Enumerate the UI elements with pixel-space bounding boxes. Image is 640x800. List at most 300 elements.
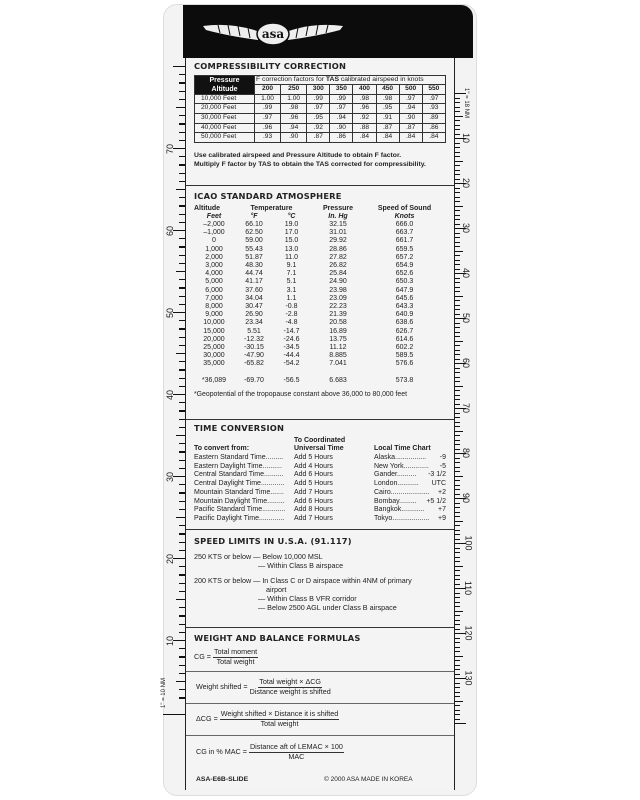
city: Bombay......... bbox=[374, 497, 417, 505]
time-zone: Pacific Standard Time............ bbox=[194, 506, 286, 514]
altitude-cell: 10,000 Feet bbox=[195, 94, 255, 104]
altitude-cell: 40,000 Feet bbox=[195, 123, 255, 133]
local-time-row bbox=[374, 471, 446, 480]
atmosphere-cell: 16.89 bbox=[329, 327, 347, 335]
table-row bbox=[195, 123, 446, 133]
atmosphere-cell: 7,000 bbox=[205, 294, 223, 302]
ruler-tick bbox=[455, 570, 460, 571]
atmosphere-cell: -14.7 bbox=[283, 327, 300, 335]
ruler-tick bbox=[455, 350, 460, 351]
atmosphere-cell: -4.8 bbox=[285, 319, 298, 327]
ruler-tick bbox=[455, 426, 460, 427]
formula-delta-cg: ΔCG = $\frac{\text{Weight shifted × Distance it is shifted}}{\text{Total weight}}$ bbox=[186, 704, 454, 736]
tropopause-footnote: *Geopotential of the tropopause constant above 36,000 to 80,000 feet bbox=[194, 391, 408, 399]
atmosphere-cell: 32.15 bbox=[329, 221, 347, 228]
factor-cell: .84 bbox=[422, 133, 445, 143]
ruler-label: 10 bbox=[165, 635, 176, 647]
atmosphere-table bbox=[194, 205, 446, 385]
col-header: Speed of Sound bbox=[377, 204, 432, 212]
ruler-tick bbox=[455, 525, 460, 526]
ruler-tick bbox=[455, 629, 460, 630]
ruler-tick bbox=[455, 656, 463, 657]
ruler-tick bbox=[176, 517, 185, 518]
atmosphere-cell: 657.2 bbox=[395, 253, 414, 261]
ruler-tick bbox=[455, 642, 460, 643]
ruler-tick bbox=[455, 336, 460, 337]
atmosphere-cell: 20,000 bbox=[203, 335, 225, 343]
atmosphere-cell: 9,000 bbox=[205, 311, 223, 319]
speed-header: 450 bbox=[376, 85, 399, 95]
ruler-tick bbox=[455, 210, 460, 211]
atmosphere-cell: –2,000 bbox=[203, 221, 225, 228]
factor-cell: .90 bbox=[330, 123, 353, 133]
atmosphere-cell: 7.041 bbox=[329, 360, 347, 368]
ruler-label: 100 bbox=[463, 535, 474, 551]
ruler-tick bbox=[455, 431, 463, 432]
ruler-tick bbox=[455, 687, 460, 688]
ruler-tick bbox=[455, 147, 460, 148]
ruler-label: 120 bbox=[463, 625, 474, 641]
ruler-label: 130 bbox=[463, 670, 474, 686]
offset: +5 1/2 bbox=[426, 497, 446, 505]
atmosphere-cell: 0 bbox=[212, 237, 216, 245]
ruler-label: 30 bbox=[165, 471, 176, 483]
time-zone: Eastern Standard Time......... bbox=[194, 454, 284, 461]
unit-header: Knots bbox=[394, 212, 415, 220]
ruler-tick bbox=[455, 300, 460, 301]
factor-cell: .96 bbox=[353, 104, 376, 114]
ruler-tick bbox=[455, 696, 460, 697]
factor-cell: .97 bbox=[422, 94, 445, 104]
section-title: ICAO STANDARD ATMOSPHERE bbox=[194, 191, 342, 201]
ruler-tick bbox=[455, 674, 460, 675]
asa-wings-logo bbox=[198, 14, 348, 50]
offset: -3 1/2 bbox=[428, 471, 446, 479]
ruler-tick bbox=[455, 638, 460, 639]
header-band bbox=[183, 5, 473, 58]
atmosphere-cell: 1.1 bbox=[286, 294, 297, 302]
ruler-tick bbox=[455, 174, 460, 175]
factor-cell: .95 bbox=[307, 113, 330, 123]
ruler-tick bbox=[455, 530, 460, 531]
altitude-cell: 50,000 Feet bbox=[195, 133, 255, 143]
atmosphere-cell: 28.86 bbox=[329, 245, 347, 253]
atmosphere-cell: 31.01 bbox=[329, 229, 347, 237]
atmosphere-cell: -30.15 bbox=[244, 344, 264, 352]
header-altitude: Altitude bbox=[211, 85, 238, 93]
ruler-tick bbox=[455, 197, 460, 198]
ruler-tick bbox=[455, 332, 460, 333]
factor-cell: .94 bbox=[330, 113, 353, 123]
factor-cell: .89 bbox=[422, 113, 445, 123]
ruler-label: 60 bbox=[461, 357, 472, 369]
atmosphere-cell: 22.23 bbox=[329, 303, 347, 311]
atmosphere-cell: 62.50 bbox=[245, 229, 263, 237]
ruler-tick bbox=[455, 705, 460, 706]
time-zone: Mountain Standard Time....... bbox=[194, 488, 284, 496]
factor-cell: .94 bbox=[281, 123, 307, 133]
factor-cell: .99 bbox=[307, 94, 330, 104]
atmosphere-cell: 2,000 bbox=[205, 253, 223, 261]
ruler-tick bbox=[173, 66, 185, 67]
compressibility-note: Use calibrated airspeed and Pressure Altitude to obtain F factor. Multiply F factor by TAS to obtain the TAS corrected for compressibility. bbox=[194, 151, 426, 168]
table-row bbox=[195, 94, 446, 104]
offset: +9 bbox=[438, 514, 446, 522]
atmosphere-cell: 26.82 bbox=[329, 262, 347, 270]
factor-cell: .93 bbox=[255, 133, 281, 143]
table-caption: F correction factors for TAS calibrated airspeed in knots bbox=[255, 75, 446, 85]
atmosphere-cell: 576.6 bbox=[395, 360, 414, 368]
ruler-tick bbox=[455, 449, 460, 450]
atmosphere-cell: 9.1 bbox=[286, 262, 297, 270]
ruler-tick bbox=[455, 341, 463, 342]
atmosphere-cell: 23.98 bbox=[329, 286, 347, 294]
atmosphere-cell: 602.2 bbox=[395, 344, 414, 352]
ruler-tick bbox=[455, 503, 460, 504]
ruler-baseline bbox=[163, 714, 185, 715]
speed-header: 500 bbox=[399, 85, 422, 95]
factor-cell: .87 bbox=[399, 123, 422, 133]
atmosphere-cell: 614.6 bbox=[395, 335, 414, 343]
model-number: ASA-E6B-SLIDE bbox=[196, 776, 249, 783]
ruler-tick bbox=[455, 129, 460, 130]
atmosphere-cell: 23.34 bbox=[245, 319, 263, 327]
atmosphere-cell: -12.32 bbox=[244, 335, 264, 343]
factor-cell: .96 bbox=[255, 123, 281, 133]
ruler-tick bbox=[455, 206, 463, 207]
atmosphere-cell: 30.47 bbox=[245, 303, 263, 311]
atmosphere-cell: 8,000 bbox=[205, 303, 223, 311]
atmosphere-cell: 654.9 bbox=[395, 262, 414, 270]
factor-cell: .90 bbox=[399, 113, 422, 123]
ruler-label: 90 bbox=[461, 492, 472, 504]
factor-cell: .97 bbox=[330, 104, 353, 114]
ruler-tick bbox=[455, 156, 460, 157]
ruler-tick bbox=[455, 399, 460, 400]
left-ruler-10nm bbox=[160, 0, 185, 800]
atmosphere-cell: 666.0 bbox=[395, 221, 414, 228]
ruler-label: 50 bbox=[165, 307, 176, 319]
ruler-tick bbox=[455, 494, 460, 495]
atmosphere-cell: 55.43 bbox=[245, 245, 263, 253]
ruler-tick bbox=[455, 296, 463, 297]
factor-cell: .98 bbox=[376, 94, 399, 104]
ruler-tick bbox=[455, 624, 460, 625]
atmosphere-cell: 27.82 bbox=[329, 253, 347, 261]
ruler-tick bbox=[455, 192, 460, 193]
weight-balance-section bbox=[186, 628, 454, 790]
svg-text:asa: asa bbox=[261, 27, 285, 41]
city: Alaska................ bbox=[374, 454, 427, 461]
table-row bbox=[195, 113, 446, 123]
ruler-tick bbox=[455, 422, 460, 423]
ruler-tick bbox=[455, 386, 463, 387]
factor-cell: .86 bbox=[422, 123, 445, 133]
utc-offset: Add 7 Hours bbox=[294, 514, 333, 522]
atmosphere-cell: 3.1 bbox=[286, 286, 297, 294]
ruler-tick bbox=[455, 291, 460, 292]
atmosphere-cell: 11.0 bbox=[284, 253, 299, 261]
ruler-tick bbox=[455, 660, 460, 661]
ruler-tick bbox=[455, 188, 460, 189]
ruler-tick bbox=[455, 165, 460, 166]
atmosphere-cell: -65.82 bbox=[244, 360, 264, 368]
atmosphere-cell: 11.12 bbox=[329, 344, 347, 352]
ruler-tick bbox=[176, 189, 185, 190]
speed-header: 400 bbox=[353, 85, 376, 95]
ruler-tick bbox=[455, 305, 460, 306]
copyright: © 2000 ASA MADE IN KOREA bbox=[324, 776, 413, 783]
ruler-tick bbox=[455, 381, 460, 382]
ruler-tick bbox=[455, 323, 460, 324]
local-time-row bbox=[374, 515, 446, 524]
atmosphere-cell: 26.90 bbox=[245, 311, 263, 319]
factor-cell: .91 bbox=[376, 113, 399, 123]
ruler-tick bbox=[455, 476, 463, 477]
compressibility-section bbox=[186, 58, 454, 186]
factor-cell: .88 bbox=[353, 123, 376, 133]
speed-limit-line: — Within Class B VFR corridor bbox=[258, 594, 357, 603]
atmosphere-cell: 13.75 bbox=[329, 335, 347, 343]
ruler-tick bbox=[455, 143, 460, 144]
ruler-tick bbox=[455, 314, 460, 315]
atmosphere-cell: 44.74 bbox=[245, 270, 263, 278]
ruler-tick bbox=[455, 692, 460, 693]
factor-cell: 1.00 bbox=[281, 94, 307, 104]
section-title: COMPRESSIBILITY CORRECTION bbox=[194, 61, 347, 71]
factor-cell: .97 bbox=[255, 113, 281, 123]
atmosphere-cell: 17.0 bbox=[284, 229, 299, 237]
reference-panel bbox=[185, 58, 455, 790]
atmosphere-cell: -0.8 bbox=[285, 303, 298, 311]
time-zone: Central Daylight Time............ bbox=[194, 480, 285, 488]
spacer bbox=[309, 369, 367, 377]
ruler-tick bbox=[455, 467, 460, 468]
ruler-tick bbox=[455, 710, 460, 711]
ruler-tick bbox=[455, 377, 460, 378]
factor-cell: .87 bbox=[376, 123, 399, 133]
ruler-tick bbox=[455, 579, 460, 580]
ruler-tick bbox=[455, 152, 460, 153]
atmosphere-cell: -54.2 bbox=[283, 360, 300, 368]
ruler-tick bbox=[455, 521, 463, 522]
ruler-tick bbox=[455, 260, 460, 261]
ruler-tick bbox=[455, 242, 460, 243]
ruler-tick bbox=[455, 264, 460, 265]
speed-header: 200 bbox=[255, 85, 281, 95]
offset: UTC bbox=[431, 480, 446, 488]
col-header: Universal Time bbox=[294, 445, 344, 453]
header-pressure: Pressure bbox=[209, 76, 240, 84]
ruler-tick bbox=[176, 599, 185, 600]
speed-limit-line: 250 KTS or below — Below 10,000 MSL bbox=[194, 552, 323, 561]
atmosphere-cell: 10,000 bbox=[203, 319, 225, 327]
atmosphere-cell: 15.0 bbox=[284, 237, 299, 245]
ruler-tick bbox=[455, 557, 460, 558]
ruler-tick bbox=[455, 489, 460, 490]
ruler-tick bbox=[455, 651, 460, 652]
ruler-tick bbox=[455, 512, 460, 513]
compressibility-table bbox=[194, 75, 446, 143]
ruler-label: 30 bbox=[461, 222, 472, 234]
col-header: Pressure bbox=[323, 204, 353, 212]
col-header: Local Time Chart bbox=[374, 445, 431, 453]
altitude-cell: 20,000 Feet bbox=[195, 104, 255, 114]
atmosphere-cell: 35,000 bbox=[203, 360, 225, 368]
speed-limit-line: — Below 2500 AGL under Class B airspace bbox=[258, 603, 397, 612]
factor-cell: .95 bbox=[376, 104, 399, 114]
atmosphere-cell: 663.7 bbox=[395, 229, 414, 237]
ruler-tick bbox=[455, 615, 460, 616]
ruler-tick bbox=[455, 597, 460, 598]
ruler-tick bbox=[455, 368, 460, 369]
atmosphere-cell: 21.39 bbox=[329, 311, 347, 319]
speed-header: 550 bbox=[422, 85, 445, 95]
col-header: Altitude bbox=[194, 204, 221, 212]
local-time-row bbox=[374, 506, 446, 515]
factor-cell: .93 bbox=[422, 104, 445, 114]
atmosphere-cell: 626.7 bbox=[395, 327, 414, 335]
city: London........... bbox=[374, 480, 419, 488]
atmosphere-cell: 13.0 bbox=[284, 245, 299, 253]
atmosphere-cell: 20.58 bbox=[329, 319, 347, 327]
atmosphere-cell: 48.30 bbox=[245, 262, 263, 270]
ruler-label: 10 bbox=[461, 132, 472, 144]
ruler-tick bbox=[455, 593, 460, 594]
factor-cell: .99 bbox=[255, 104, 281, 114]
ruler-tick bbox=[455, 404, 460, 405]
ruler-tick bbox=[455, 233, 460, 234]
spacer bbox=[367, 369, 442, 377]
tropopause-cell: -69.70 bbox=[244, 376, 264, 384]
factor-cell: .84 bbox=[376, 133, 399, 143]
ruler-tick bbox=[455, 327, 460, 328]
ruler-tick bbox=[455, 215, 460, 216]
ruler-tick bbox=[455, 102, 460, 103]
atmosphere-cell: -2.8 bbox=[285, 311, 298, 319]
time-zone: Pacific Daylight Time............. bbox=[194, 514, 285, 522]
atmosphere-cell: 6,000 bbox=[205, 286, 223, 294]
ruler-tick bbox=[455, 269, 460, 270]
ruler-scale: 1" = 18 NM bbox=[462, 88, 469, 118]
factor-cell: .98 bbox=[353, 94, 376, 104]
ruler-tick bbox=[455, 201, 460, 202]
section-title: WEIGHT AND BALANCE FORMULAS bbox=[194, 633, 361, 643]
atmosphere-cell: 24.90 bbox=[329, 278, 347, 286]
atmosphere-cell: -47.90 bbox=[244, 352, 264, 360]
time-conversion-section bbox=[186, 420, 454, 530]
ruler-tick bbox=[455, 255, 460, 256]
atmosphere-cell: 7.1 bbox=[286, 270, 297, 278]
atmosphere-cell: 5.51 bbox=[247, 327, 261, 335]
tropopause-cell: 573.8 bbox=[395, 376, 414, 384]
utc-offset: Add 4 Hours bbox=[294, 462, 333, 470]
atmosphere-cell: 5,000 bbox=[205, 278, 223, 286]
utc-offset: Add 6 Hours bbox=[294, 497, 333, 505]
ruler-label: 20 bbox=[461, 177, 472, 189]
city: New York............. bbox=[374, 462, 429, 470]
speed-limit-line: airport bbox=[266, 585, 287, 594]
atmosphere-cell: 25,000 bbox=[203, 344, 225, 352]
atmosphere-cell: 25.84 bbox=[329, 270, 347, 278]
ruler-label: 80 bbox=[461, 447, 472, 459]
spacer bbox=[274, 369, 309, 377]
ruler-tick bbox=[176, 435, 185, 436]
table-row bbox=[195, 104, 446, 114]
utc-offset: Add 5 Hours bbox=[294, 480, 333, 488]
col-header: To convert from: bbox=[194, 445, 250, 453]
city: Gander.......... bbox=[374, 471, 417, 479]
formula-cg-mac: CG in % MAC = $\frac{\text{Distance aft of LEMAC × 100}}{\text{MAC}}$ bbox=[196, 741, 343, 761]
factor-cell: .90 bbox=[281, 133, 307, 143]
factor-cell: .84 bbox=[353, 133, 376, 143]
ruler-tick bbox=[455, 345, 460, 346]
factor-cell: .98 bbox=[281, 104, 307, 114]
ruler-tick bbox=[455, 161, 463, 162]
formula-cg: CG = $\frac{\text{Total moment}}{\text{Total weight}}$ bbox=[186, 644, 454, 672]
factor-cell: .86 bbox=[330, 133, 353, 143]
ruler-tick bbox=[455, 683, 460, 684]
ruler-label: 20 bbox=[165, 553, 176, 565]
ruler-tick bbox=[455, 417, 460, 418]
utc-offset: Add 6 Hours bbox=[294, 471, 333, 479]
atmosphere-cell: 41.17 bbox=[245, 278, 263, 286]
offset: +7 bbox=[438, 506, 446, 514]
ruler-tick bbox=[455, 719, 460, 720]
ruler-tick bbox=[455, 584, 460, 585]
atmosphere-cell: –1,000 bbox=[203, 229, 225, 237]
factor-cell: .92 bbox=[307, 123, 330, 133]
speed-header: 350 bbox=[330, 85, 353, 95]
atmosphere-cell: 589.5 bbox=[395, 352, 414, 360]
speed-limits-section bbox=[186, 530, 454, 628]
local-time-row bbox=[374, 498, 446, 507]
time-zone: Mountain Daylight Time......... bbox=[194, 497, 285, 505]
atmosphere-cell: -34.5 bbox=[283, 344, 300, 352]
atmosphere-cell: -44.4 bbox=[283, 352, 300, 360]
atmosphere-cell: 30,000 bbox=[203, 352, 225, 360]
ruler-tick bbox=[455, 561, 460, 562]
speed-header: 250 bbox=[281, 85, 307, 95]
ruler-tick bbox=[455, 359, 460, 360]
tropopause-cell: *36,089 bbox=[201, 376, 227, 384]
right-ruler-18nm bbox=[455, 0, 475, 800]
ruler-tick bbox=[455, 575, 460, 576]
ruler-tick bbox=[455, 237, 460, 238]
ruler-label: 40 bbox=[461, 267, 472, 279]
atmosphere-cell: 640.9 bbox=[395, 311, 414, 319]
atmosphere-cell: 645.6 bbox=[395, 294, 414, 302]
ruler-tick bbox=[455, 534, 460, 535]
ruler-tick bbox=[455, 516, 460, 517]
ruler-tick bbox=[455, 395, 460, 396]
ruler-tick bbox=[455, 647, 460, 648]
atmosphere-cell: 37.60 bbox=[245, 286, 263, 294]
ruler-tick bbox=[455, 485, 460, 486]
ruler-tick bbox=[455, 606, 460, 607]
formula-weight-shifted: Weight shifted = $\frac{\text{Total weight × ΔCG}}{\text{Distance weight is shifted}}$ bbox=[186, 672, 454, 704]
city: Tokyo................... bbox=[374, 514, 430, 522]
factor-cell: .92 bbox=[353, 113, 376, 123]
ruler-tick bbox=[455, 287, 460, 288]
ruler-label: 70 bbox=[165, 143, 176, 155]
city: Bangkok............ bbox=[374, 506, 425, 514]
atmosphere-cell: 8.885 bbox=[329, 352, 347, 360]
time-zone: Eastern Daylight Time.......... bbox=[194, 462, 282, 470]
ruler-tick bbox=[455, 602, 460, 603]
ruler-tick bbox=[455, 251, 463, 252]
local-time-row bbox=[374, 480, 446, 489]
